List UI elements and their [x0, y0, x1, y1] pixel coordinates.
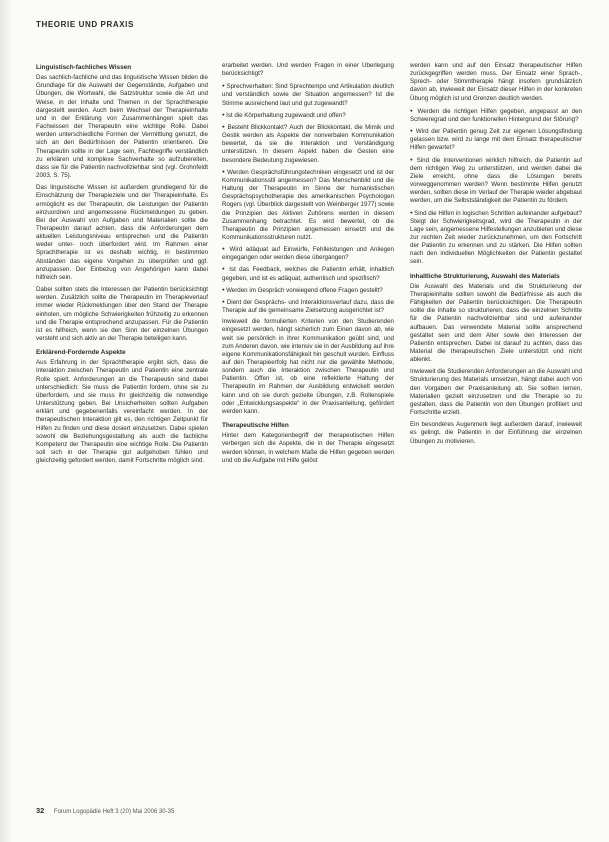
bullet-item: ● Ist das Feedback, welches die Patientin erhält, inhaltlich gegeben, und ist es adäquat, authentisch und spezifisch? — [222, 265, 394, 282]
bullet-item: ● Werden im Gespräch vorwiegend offene Fragen gestellt? — [222, 286, 394, 295]
paragraph: Hinter dem Kategorienbegriff der therapeutischen Hilfen verbergen sich die Aspekte, die in der Therapie eingesetzt werden können, in welchem Maße die Hilfen gegeben werden und ob die Aufgabe mit Hilfe gelöst — [222, 432, 394, 464]
bullet-item: ● Wird der Patientin genug Zeit zur eigenen Lösungsfindung gelassen bzw. wird zu lange mit dem Einsatz therapeutischer Hilfen gewartet? — [410, 127, 582, 152]
paragraph: Das linguistische Wissen ist außerdem grundlegend für die Einschätzung der Therapieziele und der Therapieinhalte. Es ermöglicht es der Therapeutin, die Leistungen der Patientin einzuordnen und angemessene Rückmeldungen zu geben. Bei der Auswahl von Aufgaben und Materialien sollte die Therapeutin darauf achten, dass die Anforderungen dem aktuellen Leistungsniveau entsprechen und die Patientin weder unter- noch überfordert wird. Im Rahmen einer Sprachtherapie ist es deshalb wichtig, in bestimmten Abständen das eigene Vorgehen zu überprüfen und ggf. anzupassen. Der Einbezug von Angehörigen kann dabei hilfreich sein. — [36, 184, 208, 281]
page-number: 32 — [36, 806, 45, 815]
paragraph: Ein besonderes Augenmerk liegt außerdem darauf, inwieweit es gelingt, die Patientin in der Einführung der einzelnen Übungen zu motivieren. — [410, 421, 582, 445]
paragraph: Die Auswahl des Materials und die Strukturierung der Therapieinhalte sollten sowohl die Bedürfnisse als auch die Fähigkeiten der Patientin berücksichtigen. Die Therapeutin sollte die Inhalte so strukturieren, dass die einzelnen Schritte für die Patientin nachvollziehbar sind und aufeinander aufbauen. Das verwendete Material sollte ansprechend gestaltet sein und dem Alter sowie den Interessen der Patientin entsprechen. Dabei ist darauf zu achten, dass das Material die therapeutischen Ziele unterstützt und nicht ablenkt. — [410, 282, 582, 364]
bullet-item: ● Ist die Körperhaltung zugewandt und offen? — [222, 111, 394, 120]
bullet-item: ● Werden Gesprächsführungstechniken eingesetzt und ist der Kommunikationsstil angemessen? Das Menschenbild und die Haltung der Therapeutin im Sinne der humanistischen Gesprächspsychotherapie des amerikanischen Psychologen Rogers (vgl. Überblick dargestellt von Weinberger 1977) sowie die Prinzipien des Aktiven Zuhörens werden in diesem Zusammenhang betrachtet. Es wird bewertet, ob die Therapeutin die Prinzipien angemessen einsetzt und die Kommunikationsstrukturen nutzt. — [222, 168, 394, 242]
column-2 — [222, 62, 394, 812]
journal-citation: Forum Logopädie Heft 3 (20) Mai 2006 30-35 — [53, 809, 175, 815]
bullet-item: ● Wird adäquat auf Einwürfe, Fehlleistungen und Anliegen eingegangen oder werden diese übergangen? — [222, 245, 394, 262]
paragraph: Inwieweit die Studierenden Anforderungen an die Auswahl und Strukturierung des Materials umsetzen, hängt dabei auch von den Vorgaben der Praxisanleitung ab. Sie sollten lernen, Materialien gezielt einzusetzen und die Therapie so zu gestalten, dass die Patientin von den Übungen profitiert und Fortschritte erzielt. — [410, 368, 582, 417]
scan-shadow — [0, 0, 14, 842]
section-heading: Linguistisch-fachliches Wissen — [36, 64, 132, 71]
page-footer — [36, 807, 576, 816]
bullet-item: ● Dient der Gesprächs- und Interaktionsverlauf dazu, dass die Therapie auf die gemeinsame Zielsetzung ausgerichtet ist? — [222, 298, 394, 315]
bullet-item: ● Sind die Interventionen wirklich hilfreich, die Patientin auf dem richtigen Weg zu unterstützen, und werden dabei die Ziele erreicht, ohne dass die Lösungen bereits vorweggenommen werden? Wenn bestimmte Hilfen genutzt werden, sollten diese im Verlauf der Therapie wieder abgebaut werden, um die Selbstständigkeit der Patientin zu fördern. — [410, 156, 582, 206]
section-heading: Therapeutische Hilfen — [222, 422, 289, 430]
column-1 — [36, 64, 208, 814]
section-heading: Erklärend-Fordernde Aspekte — [36, 349, 126, 357]
bullet-item: ● Werden die richtigen Hilfen gegeben, angepasst an den Schweregrad und den funktionellen Hintergrund der Störung? — [410, 107, 582, 124]
paragraph: werden kann und auf den Einsatz therapeutischer Hilfen zurückgegriffen werden muss. Der Einsatz einer Sprach-, Sprech- oder Stimmtherapie hängt insofern grundsätzlich davon ab, inwieweit der Einsatz dieser Hilfen in der konkreten Übung möglich ist und Grenzen deutlich werden. — [410, 62, 582, 102]
paragraph: Inwieweit die formulierten Kriterien von den Studierenden eingesetzt werden, hängt sicherlich zum Einen davon ab, wie weit sie persönlich in ihrer Kommunikation geübt sind, und zum Anderen davon, wie intensiv sie in der Ausbildung auf ihre eigene Kommunikationsfähigkeit hin geschult wurden. Einfluss auf den Therapieerfolg hat nicht nur die gewählte Methode, sondern auch die Interaktion zwischen Therapeutin und Patientin. Offen ist, ob eine reflektierte Haltung der Therapeutin im Rahmen der Ausbildung entwickelt werden kann und ob sie durch gezielte Übungen, z.B. Rollenspiele oder „Entwicklungsaspekte“ in der Praxisanleitung, gefördert werden kann. — [222, 318, 394, 415]
bullet-item: ● Besteht Blickkontakt? Auch der Blickkontakt, die Mimik und Gestik werden als Aspekte der nonverbalen Kommunikation bewertet, da sie die Interaktion und Verständigung unterstützen. In diesem Aspekt haben die Gesten eine besondere Bedeutung zugewiesen. — [222, 123, 394, 165]
section-header: THEORIE UND PRAXIS — [36, 20, 134, 29]
section-heading: Inhaltliche Strukturierung, Auswahl des Materials — [410, 272, 560, 280]
bullet-item: ● Sprechverhalten: Sind Sprechtempo und Artikulation deutlich und verständlich sowie der Situation angemessen? Ist die Stimme ausreichend laut und gut zugewandt? — [222, 82, 394, 107]
bullet-item: ● Sind die Hilfen in logischen Schritten aufeinander aufgebaut? Steigt der Schwierigkeitsgrad, wird die Therapeutin in der Lage sein, angemessene Hilfestellungen anzubieten und diese zur rechten Zeit wieder zurückzunehmen, um den Fortschritt der Patientin zu erkennen und zu stärken. Die Hilfen sollten nach den individuellen Möglichkeiten der Patientin gestaltet sein. — [410, 209, 582, 267]
paragraph: Aus Erfahrung in der Sprachtherapie ergibt sich, dass die Interaktion zwischen Therapeutin und Patientin eine zentrale Rolle spielt. Anforderungen an die Therapeutin sind dabei unterschiedlich: Sie muss die Patientin fordern, ohne sie zu überfordern, und sie muss ihr gleichzeitig die notwendige Unterstützung geben. Bei Unsicherheiten sollten Aufgaben erklärt und gegebenenfalls vereinfacht werden. In der therapeutischen Interaktion gilt es, den richtigen Zeitpunkt für Hilfen zu finden und diese dosiert einzusetzen. Dabei spielen sowohl die Beziehungsgestaltung als auch die fachliche Kompetenz der Therapeutin eine wichtige Rolle. Die Patientin soll sich in der Therapie gut aufgehoben fühlen und gleichzeitig gefordert werden, damit Fortschritte möglich sind. — [36, 359, 208, 465]
paragraph: Das sachlich-fachliche und das linguistische Wissen bilden die Grundlage für die Auswahl der Gegenstände, Aufgaben und Übungen, die Wortwahl, die Satzstruktur sowie die Art und Weise, in der Inhalte und Themen in der Sprachtherapie dargestellt werden. Auch beim Wechsel der Therapieinhalte und in der Erklärung von Zusammenhängen spielt das Fachwissen der Therapeutin eine wichtige Rolle. Dabei werden unterschiedliche Formen der Vermittlung genutzt, die sich an den Bedürfnissen der Patientin orientieren. Die Therapeutin sollte in der Lage sein, Fachbegriffe verständlich zu erklären und komplexe Sachverhalte so aufzubereiten, dass sie für die Patientin nachvollziehbar sind (vgl. Grohnfeldt 2003, S. 75). — [36, 74, 208, 180]
paragraph: erarbeitet werden. Und werden Fragen in einer Überlegung berücksichtigt? — [222, 62, 394, 78]
paragraph: Dabei sollten stets die Interessen der Patientin berücksichtigt werden. Zusätzlich sollte die Therapeutin im Therapieverlauf immer wieder Rückmeldungen über den Stand der Therapie einholen, um mögliche Schwierigkeiten frühzeitig zu erkennen und die Therapie entsprechend anzupassen. Für die Patientin ist es hilfreich, wenn sie den Sinn der einzelnen Übungen versteht und sich aktiv an der Therapie beteiligen kann. — [36, 286, 208, 342]
column-3 — [410, 62, 582, 812]
